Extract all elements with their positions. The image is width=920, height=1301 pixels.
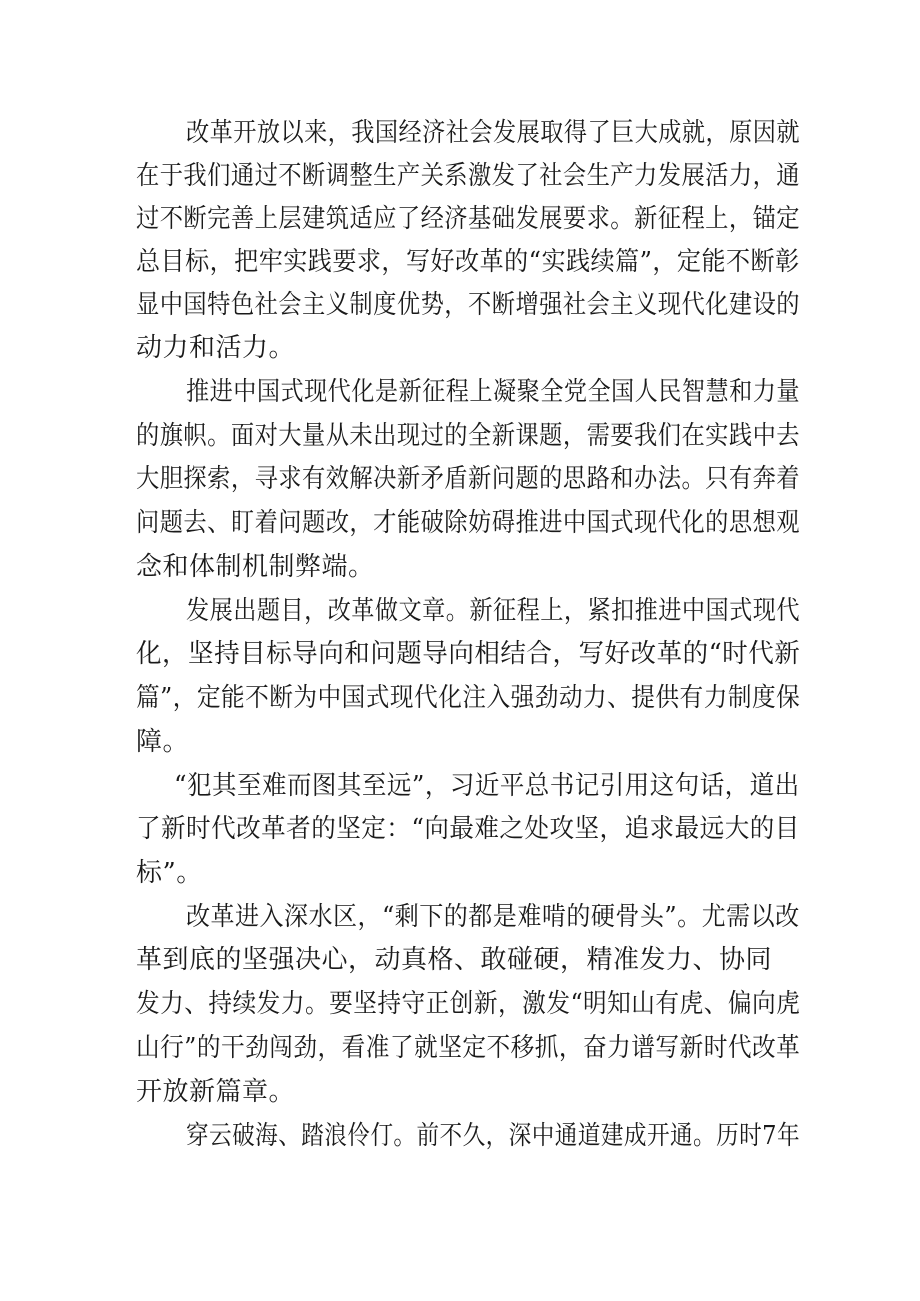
text-line: 山行”的干劲闯劲，看准了就坚定不移抓，奋力谱写新时代改革 xyxy=(136,1033,801,1063)
text-line: 显中国特色社会主义制度优势，不断增强社会主义现代化建设的 xyxy=(136,290,801,320)
text-line: 开放新篇章。 xyxy=(136,1077,296,1107)
text-line: 化，坚持目标导向和问题导向相结合，写好改革的“时代新 xyxy=(136,639,801,669)
text-line: “犯其至难而图其至远”，习近平总书记引用这句话，道出 xyxy=(174,771,800,801)
text-line: 穿云破海、踏浪伶仃。前不久，深中通道建成开通。历时7年 xyxy=(186,1121,801,1151)
text-line: 在于我们通过不断调整生产关系激发了社会生产力发展活力，通 xyxy=(136,161,801,191)
text-line: 发力、持续发力。要坚持守正创新，激发“明知山有虎、偏向虎 xyxy=(136,989,801,1019)
text-line: 障。 xyxy=(136,727,190,757)
text-line: 总目标，把牢实践要求，写好改革的“实践续篇”，定能不断彰 xyxy=(136,247,800,277)
text-line: 的旗帜。面对大量从未出现过的全新课题，需要我们在实践中去 xyxy=(136,421,801,451)
text-line: 改革进入深水区，“剩下的都是难啃的硬骨头”。尤需以改 xyxy=(186,902,800,932)
text-line: 了新时代改革者的坚定：“向最难之处攻坚，追求最远大的目 xyxy=(136,814,800,844)
text-line: 标”。 xyxy=(136,858,203,888)
text-line: 问题去、盯着问题改，才能破除妨碍推进中国式现代化的思想观 xyxy=(136,508,801,538)
text-line: 革到底的坚强决心，动真格、敢碰硬，精准发力、协同 xyxy=(136,945,773,975)
text-line: 发展出题目，改革做文章。新征程上，紧扣推进中国式现代 xyxy=(186,596,800,626)
text-line: 大胆探索，寻求有效解决新矛盾新问题的思路和办法。只有奔着 xyxy=(136,464,801,494)
text-line: 动力和活力。 xyxy=(136,333,296,363)
text-line: 过不断完善上层建筑适应了经济基础发展要求。新征程上，锚定 xyxy=(136,204,801,234)
text-line: 念和体制机制弊端。 xyxy=(136,552,375,582)
text-line: 篇”，定能不断为中国式现代化注入强劲动力、提供有力制度保 xyxy=(136,683,801,713)
text-line: 推进中国式现代化是新征程上凝聚全党全国人民智慧和力量 xyxy=(186,377,800,407)
text-line: 改革开放以来，我国经济社会发展取得了巨大成就，原因就 xyxy=(186,118,800,148)
